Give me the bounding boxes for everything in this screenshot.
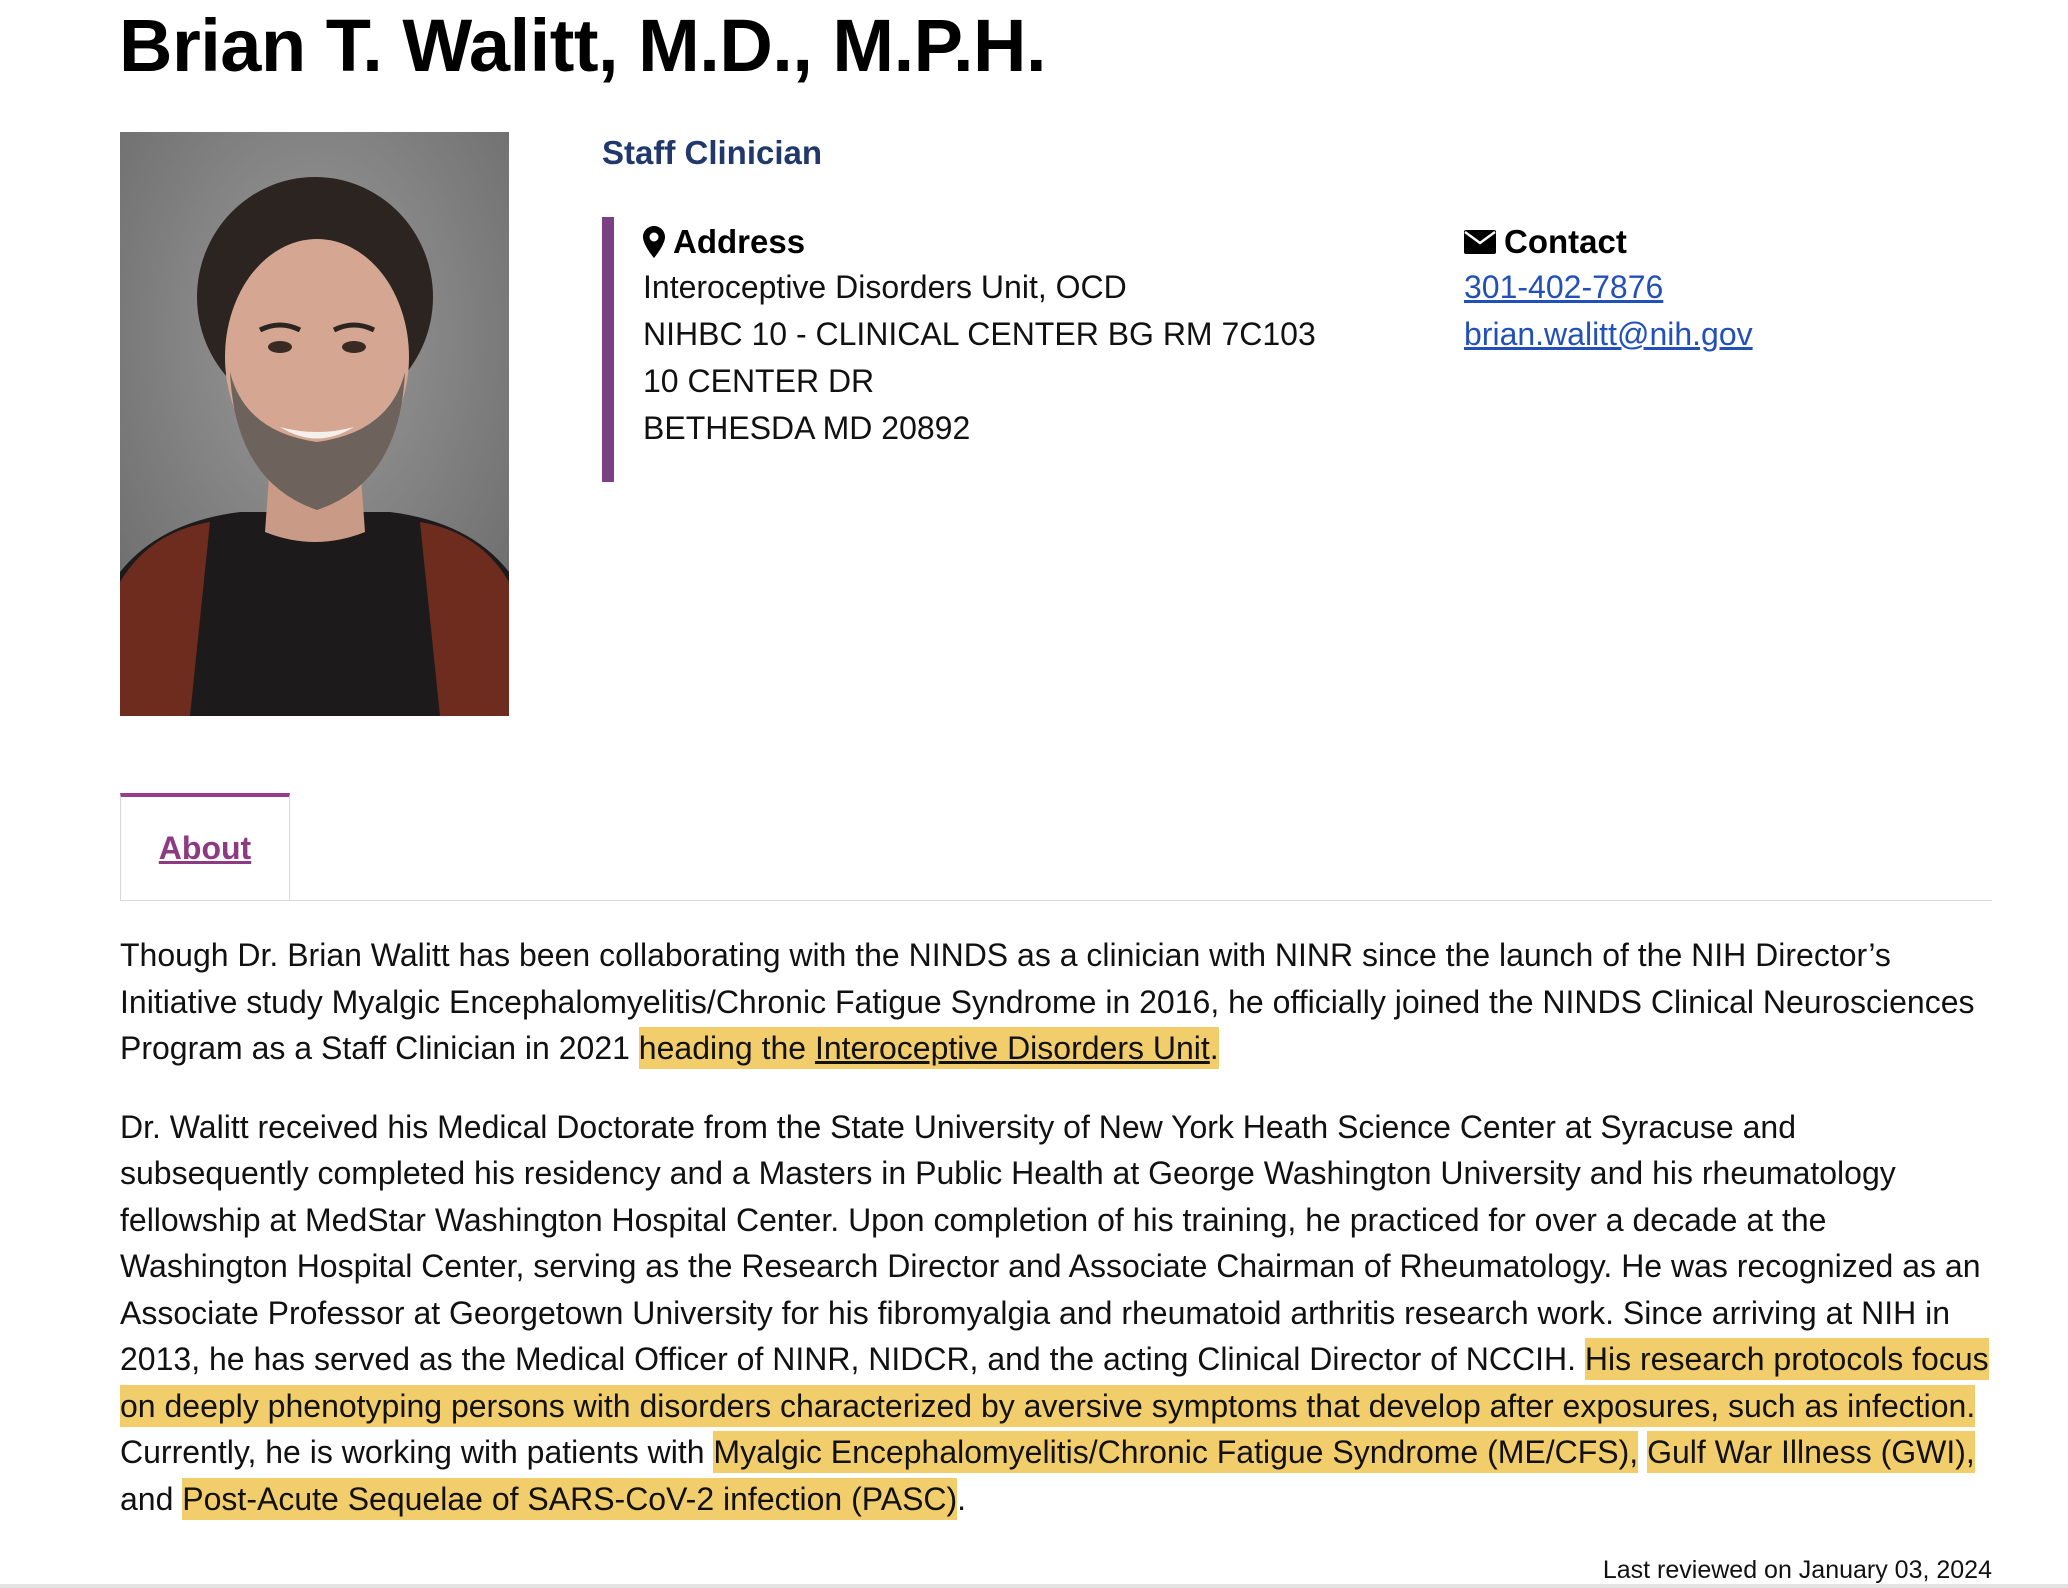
bio-text: and — [120, 1480, 183, 1517]
highlighted-text: Post-Acute Sequelae of SARS-CoV-2 infection (PASC) — [182, 1478, 957, 1520]
highlighted-text: His research protocols focus on deeply phenotyping persons with disorders characterized by aversive symptoms that develop after exposures, such as infection. — [120, 1338, 1989, 1427]
address-accent-bar — [602, 217, 614, 482]
address-line: NIHBC 10 - CLINICAL CENTER BG RM 7C103 — [643, 316, 1316, 352]
bio-content — [120, 932, 1992, 1554]
bio-text — [1638, 1434, 1647, 1470]
address-heading-label: Address — [673, 223, 806, 260]
address-line: Interoceptive Disorders Unit, OCD — [643, 269, 1127, 305]
address-line: BETHESDA MD 20892 — [643, 410, 971, 446]
contact-heading — [1464, 220, 1753, 264]
contact-section — [1464, 220, 1753, 358]
bio-text: Dr. Walitt received his Medical Doctorate from the State University of New York Heath Science Center at Syracuse and subsequently completed his residency and a Masters in Public Health at George Washington University and his rheumatology fellowship at MedStar Washington Hospital Center. Upon completion of his training, he practiced for over a decade at the Washington Hospital Center, serving as the Research Director and Associate Chairman of Rheumatology. He was recognized as an Associate Professor at Georgetown University for his fibromyalgia and rheumatoid arthritis research work. Since arriving at NIH in 2013, he has served as the Medical Officer of NINR, NIDCR, and the acting Clinical Director of NCCIH. — [120, 1108, 1981, 1377]
highlighted-text: Myalgic Encephalomyelitis/Chronic Fatigue Syndrome (ME/CFS), — [713, 1431, 1638, 1473]
phone-link[interactable]: 301-402-7876 — [1464, 269, 1664, 305]
bio-text: . — [1209, 1030, 1219, 1066]
page-title: Brian T. Walitt, M.D., M.P.H. — [119, 4, 1047, 87]
tab-about[interactable] — [120, 793, 290, 900]
bio-paragraph-2 — [120, 1104, 1992, 1523]
email-link[interactable]: brian.walitt@nih.gov — [1464, 316, 1753, 352]
address-heading — [643, 220, 1316, 264]
address-section — [643, 220, 1316, 452]
bio-text: . — [957, 1480, 967, 1517]
envelope-icon — [1464, 230, 1496, 254]
interoceptive-disorders-unit-link[interactable]: Interoceptive Disorders Unit — [814, 1030, 1210, 1066]
map-marker-icon — [643, 226, 665, 258]
highlighted-text — [639, 1027, 1219, 1069]
job-title: Staff Clinician — [602, 134, 823, 171]
last-reviewed: Last reviewed on January 03, 2024 — [1602, 1556, 1992, 1584]
tab-divider — [120, 900, 1992, 901]
contact-heading-label: Contact — [1504, 223, 1627, 260]
bio-text: heading the — [638, 1030, 815, 1066]
bottom-divider — [0, 1584, 2068, 1588]
bio-text: Currently, he is working with patients with — [120, 1434, 714, 1470]
tab-about-label[interactable]: About — [158, 830, 252, 866]
highlighted-text: Gulf War Illness (GWI), — [1647, 1431, 1975, 1473]
bio-text: Though Dr. Brian Walitt has been collaborating with the NINDS as a clinician with NINR since the launch of the NIH Director’s Initiative study Myalgic Encephalomyelitis/Chronic Fatigue Syndrome in 2016, he officially joined the NINDS Clinical Neurosciences Program as a Staff Clinician in 2021 — [120, 937, 1975, 1066]
address-line: 10 CENTER DR — [643, 363, 875, 399]
profile-photo — [120, 132, 509, 716]
bio-paragraph-1 — [120, 932, 1992, 1072]
